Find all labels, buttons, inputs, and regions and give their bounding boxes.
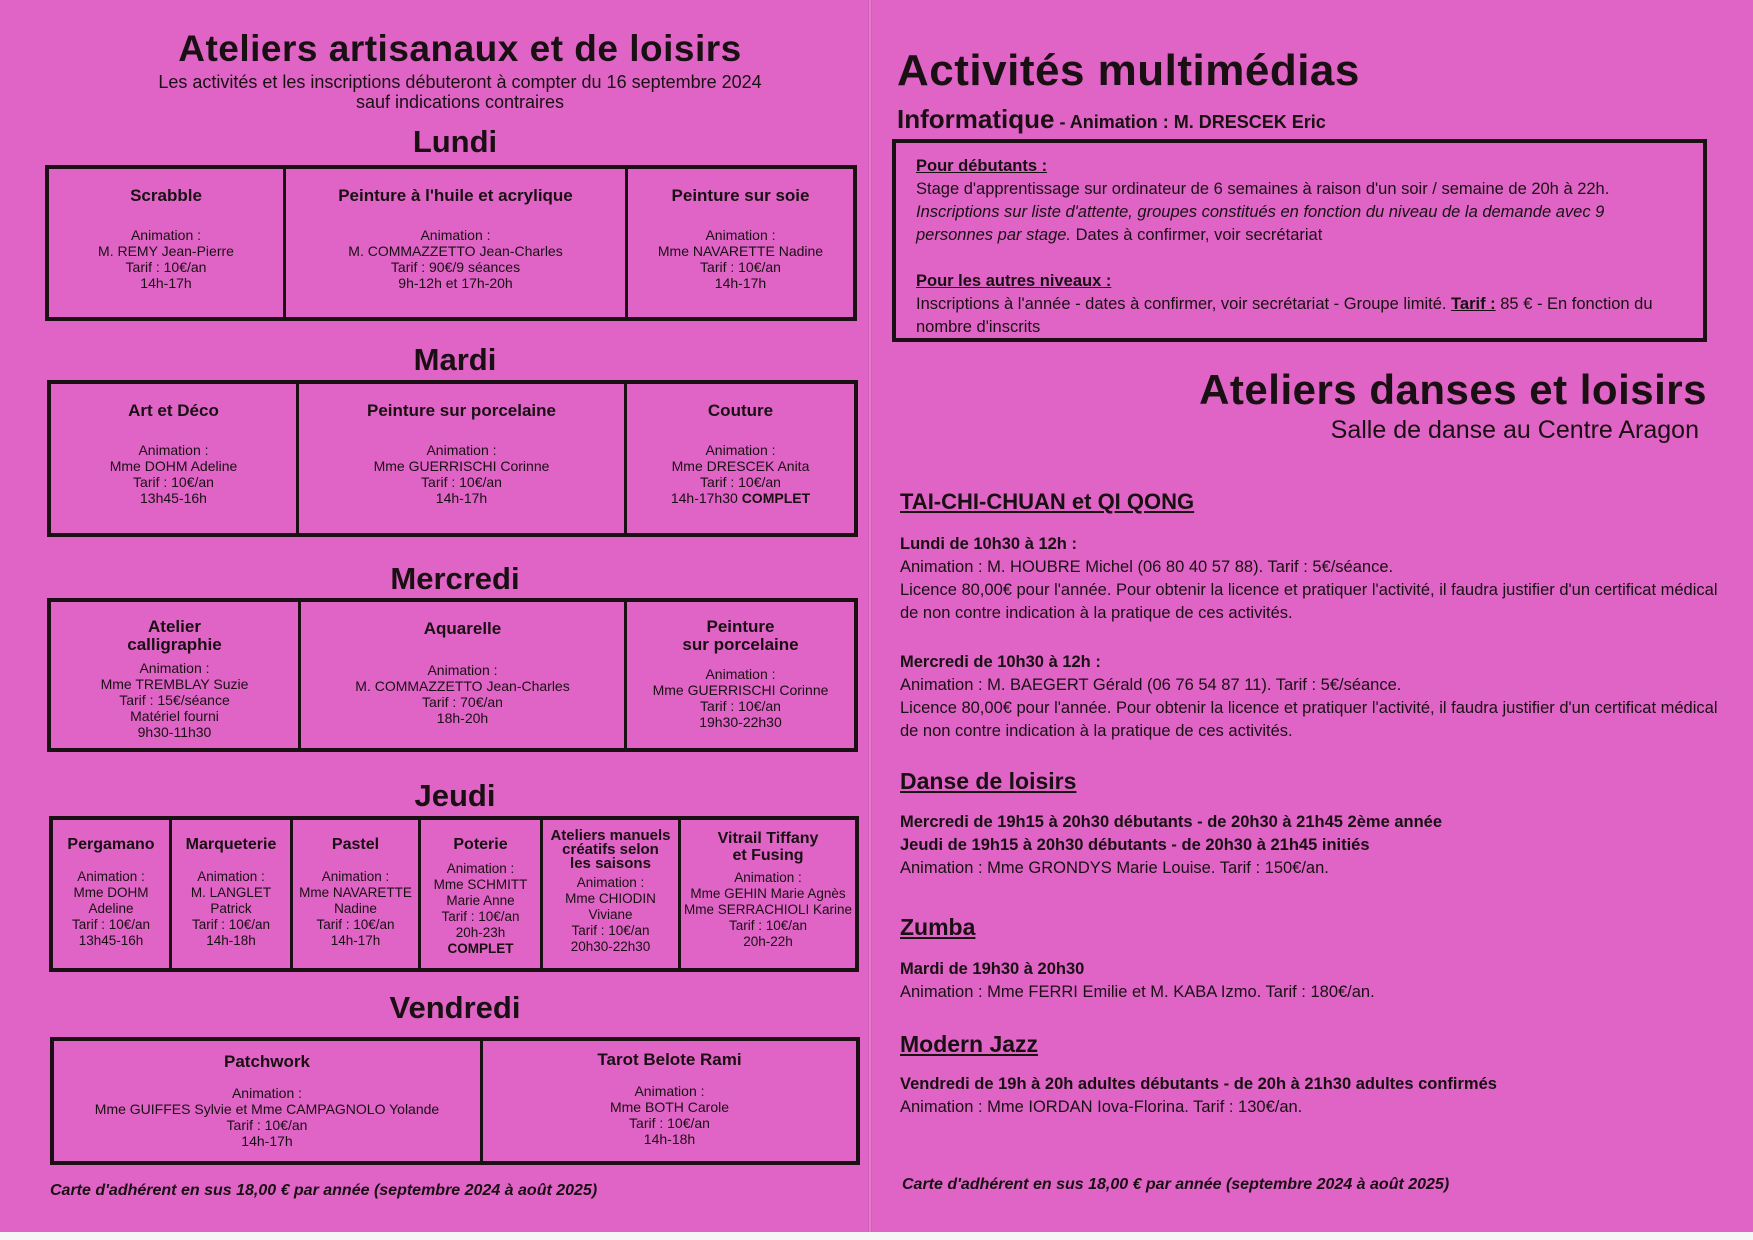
- table-cell: [624, 384, 854, 533]
- complet-label: COMPLET: [741, 490, 811, 506]
- section-heading-zumba: Zumba: [900, 914, 976, 940]
- day-heading-mardi: Mardi: [413, 342, 497, 377]
- activity-info-text: Animation : Mme SCHMITT Marie Anne Tarif : 10€/an 20h-23h: [433, 861, 528, 940]
- left-page: [0, 0, 870, 1240]
- activity-name: Peinture sur soie: [671, 186, 810, 205]
- dance-title: Ateliers danses et loisirs: [1199, 366, 1707, 413]
- activity-name: Patchwork: [224, 1052, 310, 1071]
- activity-name: Scrabble: [130, 186, 202, 205]
- table-cell: [290, 820, 418, 968]
- scan-edge: [0, 1232, 1753, 1240]
- spacer: [916, 247, 1683, 270]
- vendredi-table: [50, 1037, 860, 1165]
- jazz-para: [900, 1073, 1730, 1119]
- day-heading-lundi: Lundi: [412, 124, 498, 159]
- table-cell: [53, 820, 169, 968]
- para-line: Animation : M. HOUBRE Michel (06 80 40 57 88). Tarif : 5€/séance.: [900, 558, 1394, 576]
- activity-info: Animation : Mme TREMBLAY Suzie Tarif : 15€/séance Matériel fourni 9h30-11h30: [100, 660, 249, 740]
- activity-info: Animation : M. LANGLET Patrick Tarif : 10€/an 14h-18h: [190, 869, 272, 948]
- section-heading-taichi: TAI-CHI-CHUAN et QI QONG: [900, 489, 1195, 514]
- left-subtitle: [50, 72, 870, 112]
- para-line: Licence 80,00€ pour l'année. Pour obtenir la licence et pratiquer l'activité, il faudra justifier d'un certificat médical de non contre indication à la pratique de ces activités.: [900, 699, 1718, 740]
- box-text: Inscriptions à l'année - dates à confirmer, voir secrétariat - Groupe limité.: [916, 295, 1452, 313]
- activity-info: Animation : M. COMMAZZETTO Jean-Charles Tarif : 90€/9 séances 9h-12h et 17h-20h: [348, 227, 563, 291]
- section-heading-danse: Danse de loisirs: [900, 768, 1077, 794]
- box-text: Dates à confirmer, voir secrétariat: [1071, 226, 1323, 244]
- membership-note: Carte d'adhérent en sus 18,00 € par année (septembre 2024 à août 2025): [50, 1182, 598, 1199]
- table-cell: [51, 602, 298, 748]
- box-line: [916, 201, 1683, 247]
- informatique-box: [892, 139, 1707, 342]
- para-line: Animation : Mme IORDAN Iova-Florina. Tarif : 130€/an.: [900, 1098, 1303, 1116]
- day-heading-vendredi: Vendredi: [389, 990, 521, 1025]
- activity-info: Animation : M. REMY Jean-Pierre Tarif : 10€/an 14h-17h: [98, 227, 234, 291]
- activity-info: Animation : Mme DOHM Adeline Tarif : 10€/an 13h45-16h: [71, 869, 151, 948]
- activity-name: Peinture sur porcelaine: [682, 617, 799, 654]
- activity-name: Atelier calligraphie: [127, 617, 222, 654]
- activity-info: [627, 442, 854, 506]
- right-page: [872, 0, 1753, 1240]
- table-cell: [51, 384, 296, 533]
- membership-note: Carte d'adhérent en sus 18,00 € par année (septembre 2024 à août 2025): [902, 1176, 1450, 1193]
- multimedia-title: Activités multimédias: [897, 46, 1360, 95]
- activity-info: Animation : Mme NAVARETTE Nadine Tarif : 10€/an 14h-17h: [299, 869, 412, 948]
- activity-info: Animation : Mme GUIFFES Sylvie et Mme CAMPAGNOLO Yolande Tarif : 10€/an 14h-17h: [94, 1085, 440, 1149]
- para-line: Licence 80,00€ pour l'année. Pour obtenir la licence et pratiquer l'activité, il faudra justifier d'un certificat médical de non contre indication à la pratique de ces activités.: [900, 581, 1718, 622]
- tarif-label: Tarif :: [1451, 295, 1496, 313]
- activity-info: Animation : Mme DOHM Adeline Tarif : 10€/an 13h45-16h: [109, 442, 238, 506]
- box-italic-text: Inscriptions sur liste d'attente, groupes constitués en fonction du niveau de la demande avec 9 personnes par stage.: [916, 203, 1605, 244]
- day-heading-jeudi: Jeudi: [414, 778, 496, 813]
- table-cell: [296, 384, 624, 533]
- subtitle-line-2: sauf indications contraires: [355, 92, 565, 112]
- schedule-line: Mardi de 19h30 à 20h30: [900, 960, 1085, 978]
- left-title: Ateliers artisanaux et de loisirs: [178, 28, 742, 69]
- schedule-heading: Mercredi de 10h30 à 12h :: [900, 653, 1101, 671]
- jeudi-table: [49, 816, 859, 972]
- activity-info: [421, 861, 540, 957]
- subtitle-line-1: Les activités et les inscriptions débuteront à compter du 16 septembre 2024: [158, 72, 762, 92]
- table-cell: [540, 820, 678, 968]
- box-text: 85 € - En fonction du nombre d'inscrits: [916, 295, 1653, 336]
- table-cell: [49, 169, 283, 317]
- activity-name: Peinture sur porcelaine: [367, 401, 556, 420]
- schedule-line: Mercredi de 19h15 à 20h30 débutants - de 20h30 à 21h45 2ème année: [900, 813, 1443, 831]
- taichi-mercredi: [900, 651, 1730, 743]
- activity-info: Animation : Mme NAVARETTE Nadine Tarif : 10€/an 14h-17h: [657, 227, 824, 291]
- para-line: Animation : Mme GRONDYS Marie Louise. Tarif : 150€/an.: [900, 859, 1329, 877]
- dance-subtitle: Salle de danse au Centre Aragon: [1330, 416, 1699, 444]
- table-cell: [624, 602, 854, 748]
- lundi-table: [45, 165, 857, 321]
- activity-info: Animation : Mme GUERRISCHI Corinne Tarif : 10€/an 19h30-22h30: [652, 666, 829, 730]
- activity-info: Animation : Mme BOTH Carole Tarif : 10€/an 14h-18h: [609, 1083, 730, 1147]
- activity-name: Art et Déco: [128, 401, 219, 420]
- table-cell: [678, 820, 855, 968]
- informatique-label: Informatique: [897, 104, 1055, 134]
- table-cell: [169, 820, 290, 968]
- activity-name: Aquarelle: [423, 619, 502, 638]
- para-line: Animation : Mme FERRI Emilie et M. KABA Izmo. Tarif : 180€/an.: [900, 983, 1375, 1001]
- table-cell: [283, 169, 625, 317]
- informatique-animator: - Animation : M. DRESCEK Eric: [1054, 112, 1326, 132]
- schedule-heading: Lundi de 10h30 à 12h :: [900, 535, 1077, 553]
- taichi-lundi: [900, 533, 1730, 625]
- activity-name: Couture: [707, 401, 774, 420]
- box-heading-others: Pour les autres niveaux :: [916, 272, 1112, 290]
- table-cell: [480, 1041, 856, 1161]
- table-cell: [418, 820, 540, 968]
- activity-info: Animation : Mme GUERRISCHI Corinne Tarif : 10€/an 14h-17h: [373, 442, 550, 506]
- activity-info-text: Animation : Mme DRESCEK Anita Tarif : 10€/an 14h-17h30: [670, 442, 810, 506]
- section-heading-jazz: Modern Jazz: [900, 1031, 1039, 1057]
- danse-para: [900, 811, 1730, 880]
- activity-name: Poterie: [453, 836, 508, 853]
- box-line: [916, 293, 1683, 339]
- complet-label: COMPLET: [447, 941, 514, 956]
- table-cell: [625, 169, 853, 317]
- activity-name: Vitrail Tiffany et Fusing: [717, 830, 819, 864]
- activity-name: Ateliers manuels créatifs selon les saisons: [550, 827, 671, 872]
- informatique-line: [897, 104, 1326, 135]
- day-heading-mercredi: Mercredi: [390, 561, 520, 596]
- schedule-line: Jeudi de 19h15 à 20h30 débutants - de 20h30 à 21h45 initiés: [900, 836, 1370, 854]
- para-line: Animation : M. BAEGERT Gérald (06 76 54 87 11). Tarif : 5€/séance.: [900, 676, 1402, 694]
- table-cell: [54, 1041, 480, 1161]
- activity-name: Peinture à l'huile et acrylique: [338, 186, 573, 205]
- zumba-para: [900, 958, 1730, 1004]
- box-heading-beginners: Pour débutants :: [916, 157, 1048, 175]
- activity-name: Pastel: [331, 836, 380, 853]
- activity-name: Tarot Belote Rami: [597, 1050, 742, 1069]
- table-cell: [298, 602, 624, 748]
- mercredi-table: [47, 598, 858, 752]
- activity-name: Pergamano: [67, 836, 155, 853]
- activity-name: Marqueterie: [185, 836, 277, 853]
- activity-info: Animation : Mme GEHIN Marie Agnès Mme SERRACHIOLI Karine Tarif : 10€/an 20h-22h: [683, 870, 853, 949]
- activity-info: Animation : M. COMMAZZETTO Jean-Charles Tarif : 70€/an 18h-20h: [355, 662, 570, 726]
- activity-info: Animation : Mme CHIODIN Viviane Tarif : 10€/an 20h30-22h30: [565, 875, 656, 954]
- schedule-line: Vendredi de 19h à 20h adultes débutants - de 20h à 21h30 adultes confirmés: [900, 1075, 1497, 1093]
- mardi-table: [47, 380, 858, 537]
- box-line: Stage d'apprentissage sur ordinateur de 6 semaines à raison d'un soir / semaine de 20h à 22h.: [916, 180, 1610, 198]
